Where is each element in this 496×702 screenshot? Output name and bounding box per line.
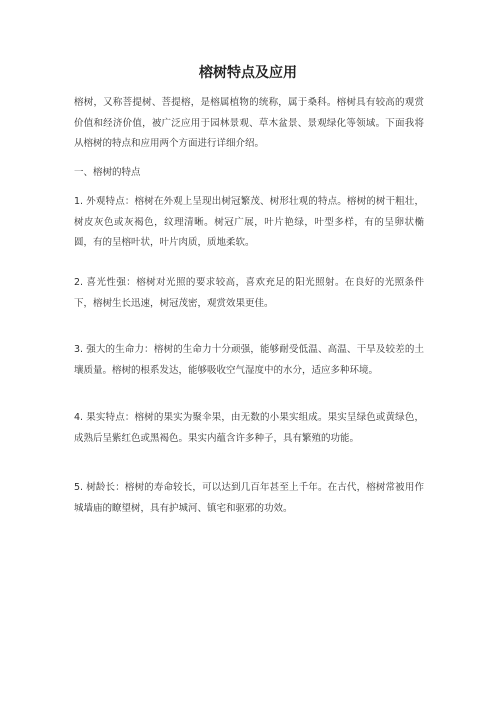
- section-heading: 一、榕树的特点: [74, 167, 141, 178]
- point-1-paragraph: 1. 外观特点：榕树在外观上呈现出树冠繁茂、树形壮观的特点。榕树的树干粗壮，树皮灰色或灰褐色，纹理清晰。树冠广展，叶片艳绿，叶型多样，有的呈卵状椭圆，有的呈榕叶状，叶片肉质，质地柔软。: [74, 196, 424, 248]
- point-5-paragraph: 5. 树龄长：榕树的寿命较长，可以达到几百年甚至上千年。在古代，榕树常被用作城墙庙的瞭望树，具有护城河、镇宅和驱邪的功效。: [74, 482, 424, 514]
- point-4-paragraph: 4. 果实特点：榕树的果实为聚伞果，由无数的小果实组成。果实呈绿色或黄绿色，成熟后呈紫红色或黑褐色。果实内蕴含许多种子，具有繁殖的功能。: [74, 412, 424, 444]
- document-title: 榕树特点及应用: [199, 65, 297, 81]
- point-2-paragraph: 2. 喜光性强：榕树对光照的要求较高，喜欢充足的阳光照射。在良好的光照条件下，榕树生长迅速，树冠茂密，观赏效果更佳。: [74, 277, 424, 309]
- point-3-paragraph: 3. 强大的生命力：榕树的生命力十分顽强，能够耐受低温、高温、干旱及较差的土壤质量。榕树的根系发达，能够吸收空气湿度中的水分，适应多种环境。: [74, 344, 424, 376]
- intro-paragraph: 榕树，又称菩提树、菩提榕，是榕属植物的统称，属于桑科。榕树具有较高的观赏价值和经济价值，被广泛应用于园林景观、草木盆景、景观绿化等领域。下面我将从榕树的特点和应用两个方面进行详细介绍。: [74, 97, 424, 149]
